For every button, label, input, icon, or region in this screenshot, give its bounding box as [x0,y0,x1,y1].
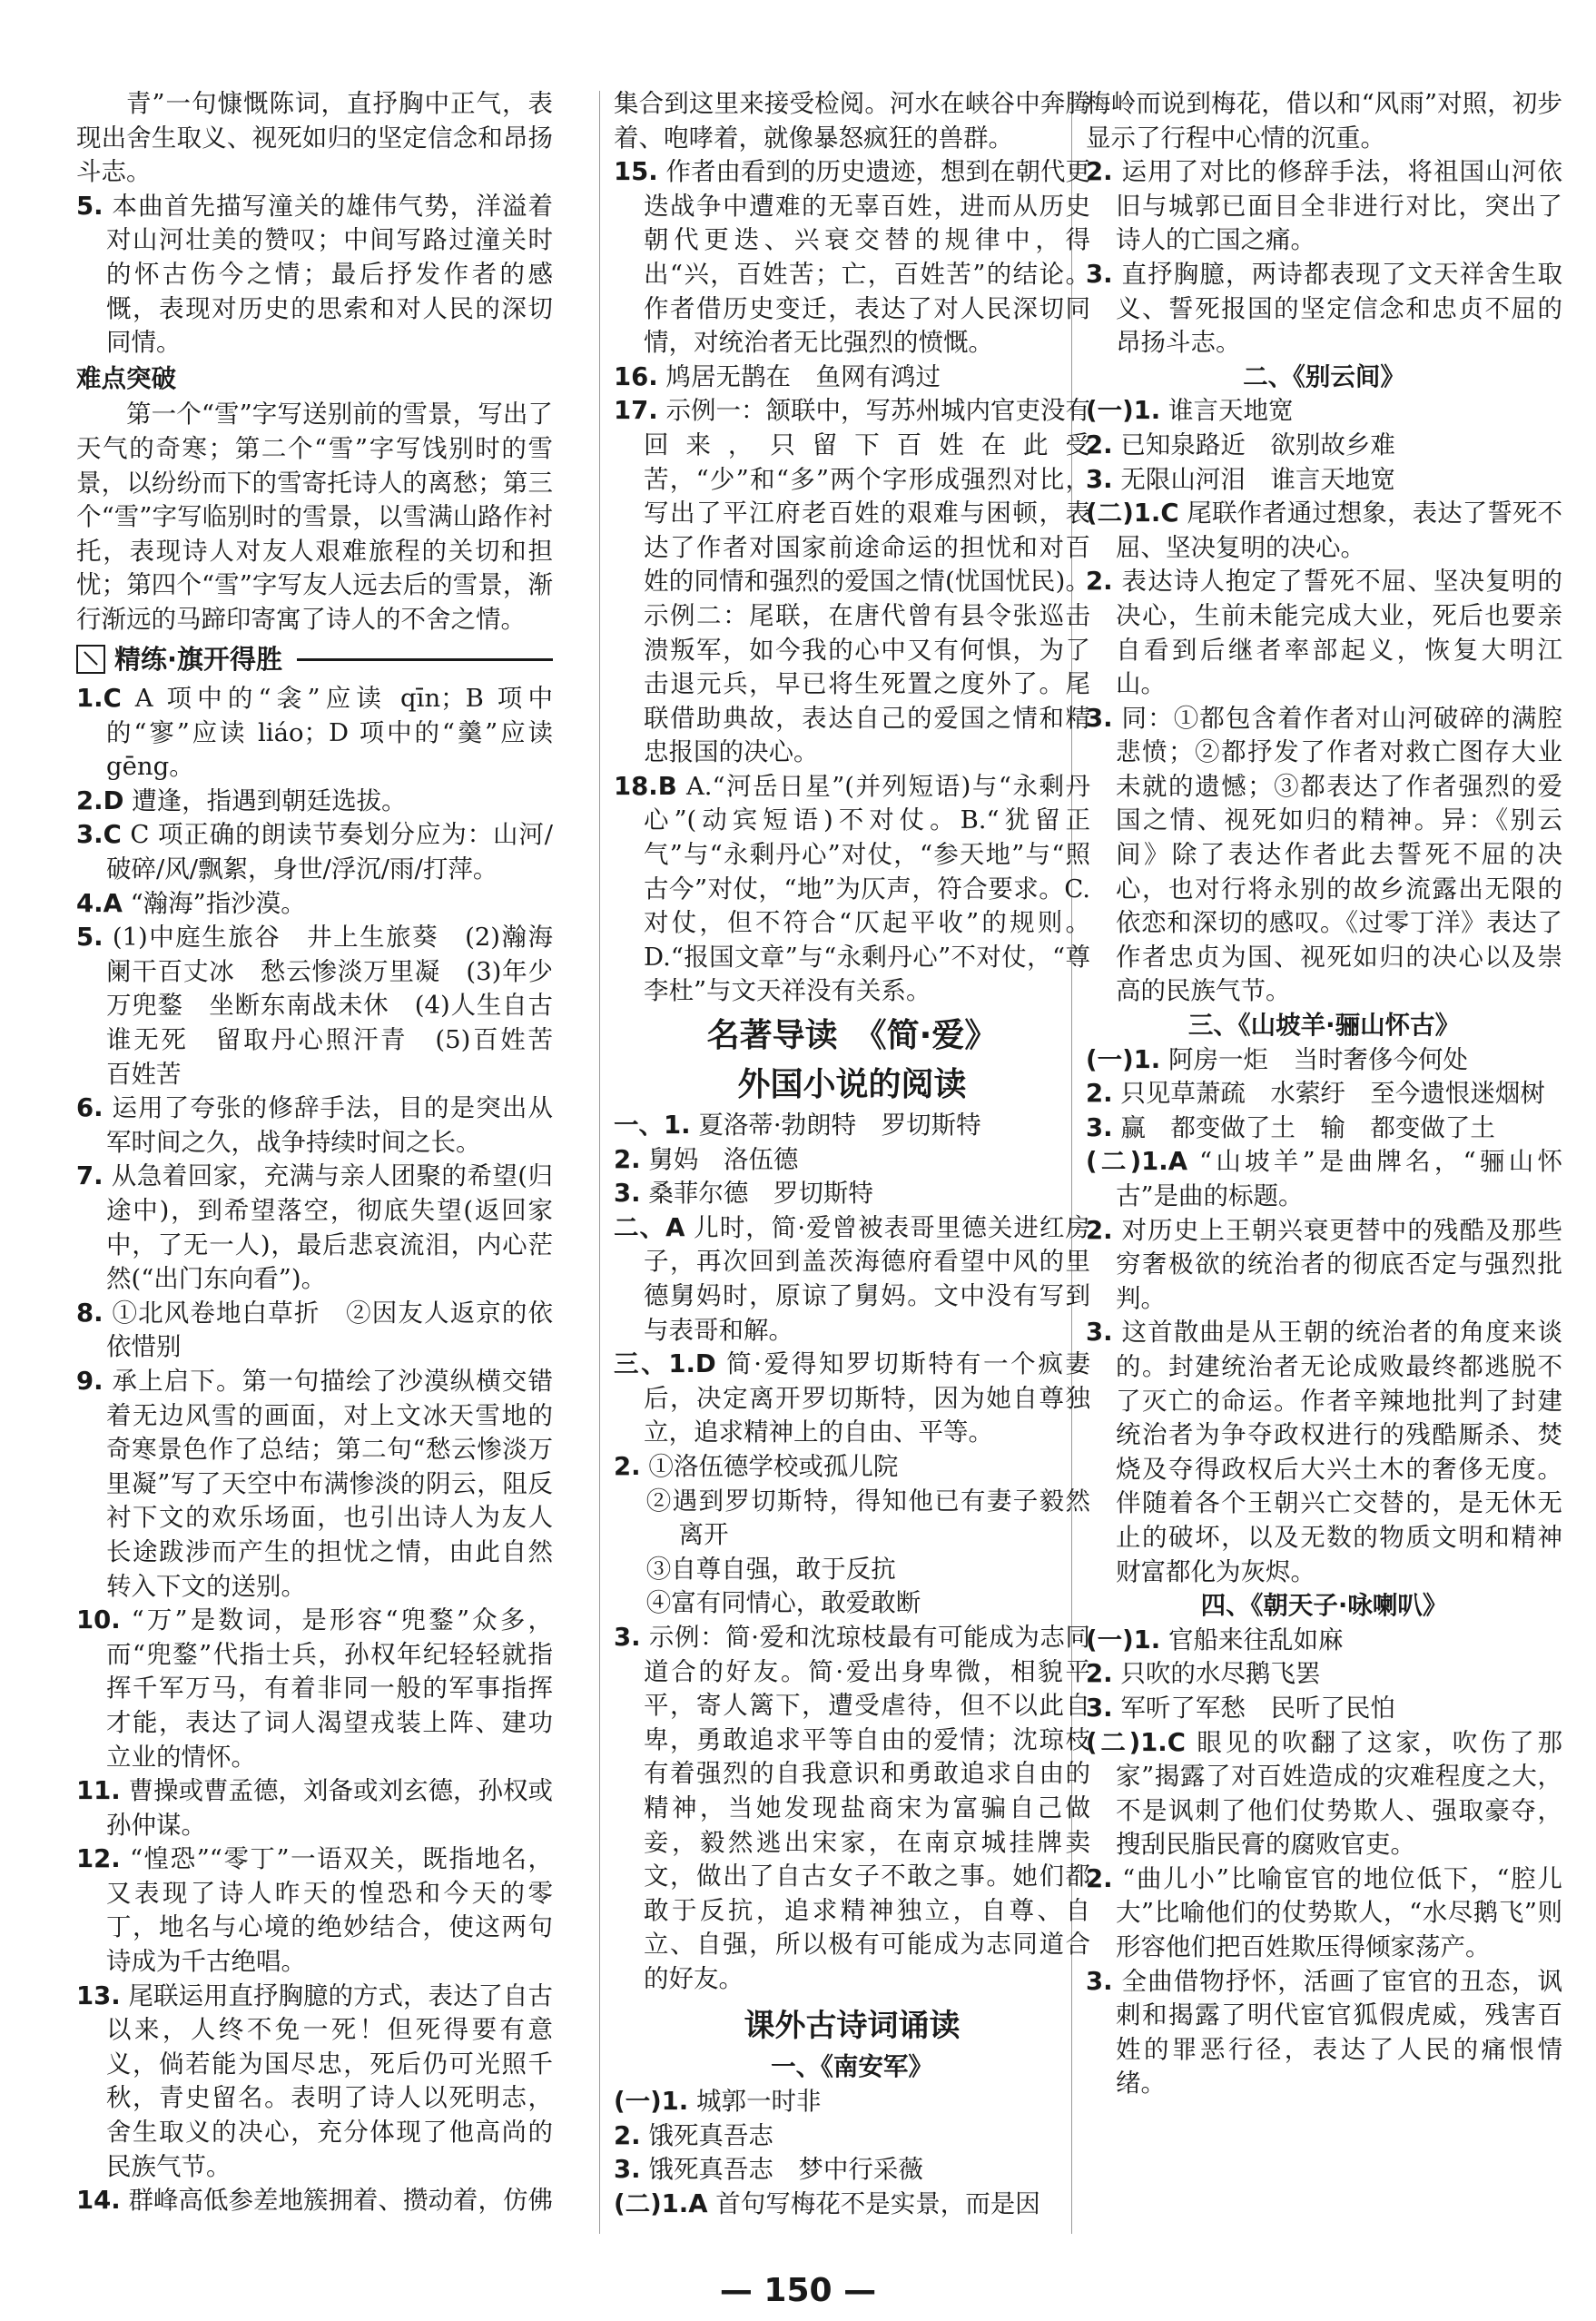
answer-item [614,2085,1090,2119]
answer-text: 表达诗人抱定了誓死不屈、坚决复明的决心，生前未能完成大业，死后也要亲自看到后继者率部起义，恢复大明江山。 [1112,567,1562,699]
answer-item [614,360,1090,395]
answer-item [1086,1692,1562,1726]
answer-number: 11. [76,1776,121,1806]
answer-number: 3. [1086,259,1113,289]
answer-text: 已知泉路近 欲别故乡难 [1112,430,1395,459]
answer-item [614,2119,1090,2154]
answer-item [76,887,553,922]
answer-text: 饿死真吾志 [640,2120,773,2150]
answer-item [1086,1862,1562,1965]
chapter-title: 外国小说的阅读 [737,1066,967,1104]
answer-item [76,682,553,785]
answer-item [1086,1657,1562,1692]
answer-item [1086,1145,1562,1213]
answer-number: 4.A [76,888,123,918]
answer-item [1086,394,1562,429]
answer-item [1086,1043,1562,1078]
answer-text: A.“河岳日星”(并列短语)与“永剩丹心”(动宾短语)不对仗。B.“犹留正气”与“永剩丹心”对仗，“参天地”与“照古今”对仗，“地”为仄声，符合要求。C.对仗，但不符合“仄起平收”的规则。D.“报国文章”与“永剩丹心”不对仗，“尊李杜”与文天祥没有关系。 [644,771,1090,1006]
answer-number: (二)1.C [1086,499,1179,528]
answer-item [1086,565,1562,701]
answer-number: 3. [1086,1112,1113,1142]
paragraph: 集合到这里来接受检阅。河水在峡谷中奔腾着、咆哮着，就像暴怒疯狂的兽群。 [614,89,1090,153]
answer-text: 作者由看到的历史遗迹，想到在朝代更迭战争中遭难的无辜百姓，进而从历史朝代更迭、兴衰交替的规律中，得出“兴，百姓苦；亡，百姓苦”的结论。作者借历史变迁，表达了对人民深切同情，对统治者无比强烈的愤慨。 [644,157,1090,358]
answer-item [76,1842,553,1979]
answer-item [1086,497,1562,565]
answer-item [76,785,553,819]
answer-text: (1)中庭生旅谷 井上生旅葵 (2)瀚海阑干百丈冰 愁云惨淡万里凝 (3)年少万兜鍪 坐断东南战未休 (4)人生自古谁无死 留取丹心照汗青 (5)百姓苦 百姓苦 [103,923,578,1089]
answer-item [614,1177,1090,1211]
answer-item [76,190,553,360]
answer-item [76,1091,553,1160]
answer-text: 运用了夸张的修辞手法，目的是突出从军时间之久，战争持续时间之长。 [103,1093,553,1157]
answer-number: 3.C [76,820,122,850]
poem-heading: 一、《南安军》 [771,2052,933,2082]
answer-number: 2.D [76,785,124,815]
answer-item [76,1160,553,1296]
answer-item [76,1297,553,1365]
chapter-title: 名著导读 《简·爱》 [706,1017,998,1055]
answer-text: 从急着回家，充满与亲人团聚的希望(归途中)，到希望落空，彻底失望(返回家中，了无一人)，最后悲哀流泪，内心茫然(“出门东向看”)。 [103,1161,553,1294]
answer-item [1086,1726,1562,1862]
column-right [1086,87,1562,2101]
pencil-check-icon [76,645,105,674]
answer-number: 3. [614,1622,641,1652]
answer-number: 2. [1086,567,1113,597]
answer-text: 只吹的水尽鹅飞罢 [1112,1659,1321,1689]
answer-number: 3. [1086,703,1113,733]
column-divider [599,91,600,2234]
answer-item [614,394,1090,770]
paragraph: 梅岭而说到梅花，借以和“风雨”对照，初步显示了行程中心情的沉重。 [1086,89,1562,153]
answer-text: “曲儿小”比喻宦官的地位低下，“腔儿大”比喻他们的仗势欺人，“水尽鹅飞”则形容他们把百姓欺压得倾家荡产。 [1112,1863,1562,1962]
answer-number: 3. [614,2155,641,2185]
answer-item [76,1604,553,1774]
answer-subitem: ④富有同情心，敢爱敢断 [645,1588,921,1618]
answer-number: 2. [614,1451,641,1481]
answer-number: 12. [76,1844,121,1874]
answer-text: 鸠居无鹊在 鱼网有鸿过 [657,361,941,391]
poem-heading: 三、《山坡羊·骊山怀古》 [1187,1011,1461,1041]
chapter-title: 课外古诗词诵读 [744,2008,961,2045]
answer-number: 三、1.D [614,1349,716,1379]
answer-number: 17. [614,396,658,426]
answer-text: ①洛伍德学校或孤儿院 [640,1451,899,1481]
answer-item [614,1621,1090,1997]
answer-text: 无限山河泪 谁言天地宽 [1112,464,1395,494]
page-number: — 150 — [719,2272,877,2309]
answer-number: 2. [1086,157,1113,187]
answer-number: 18.B [614,771,677,801]
answer-text: C 项正确的朗读节奏划分应为：山河/破碎/风/飘絮，身世/浮沉/雨/打萍。 [106,820,553,884]
answer-number: 6. [76,1093,103,1123]
answer-item [614,1450,1090,1485]
answer-text: 同：①都包含着作者对山河破碎的满腔悲愤；②都抒发了作者对救亡图存大业未就的遗憾；③都表达了作者强烈的爱国之情、视死如归的精神。异：《别云间》除了表达作者此去誓死不屈的决心，也对行将永别的故乡流露出无限的依恋和深切的感叹。《过零丁洋》表达了作者忠贞为国、视死如归的决心以及崇高的民族气节。 [1112,703,1562,1006]
answer-item [614,1211,1090,1348]
answer-text: 赢 都变做了土 输 都变做了土 [1112,1112,1495,1142]
answer-number: 16. [614,361,658,391]
paragraph: 第一个“雪”字写送别前的雪景，写出了天气的奇寒；第二个“雪”字写饯别时的雪景，以纷纷而下的雪寄托诗人的离愁；第三个“雪”字写临别时的雪景，以雪满山路作衬托，表现诗人对友人艰难旅程的关切和担忧；第四个“雪”字写友人远去后的雪景，渐行渐远的马蹄印寄寓了诗人的不舍之情。 [76,400,553,634]
answer-number: 15. [614,157,658,187]
answer-text: 示例：简·爱和沈琼枝最有可能成为志同道合的好友。简·爱出身卑微，相貌平平，寄人篱下，遭受虐待，但不以此自卑，勇敢追求平等自由的爱情；沈琼枝有着强烈的自我意识和勇敢追求自由的精神，当她发现盐商宋为富骗自己做妾，毅然逃出宋家，在南京城挂牌卖文，做出了自古女子不敢之事。她们都敢于反抗，追求精神独立，自尊、自立、自强，所以极有可能成为志同道合的好友。 [640,1622,1090,1993]
answer-number: (一)1. [614,2087,689,2117]
answer-text: 眼见的吹翻了这家，吹伤了那家”揭露了对百姓造成的灾难程度之大，不是讽刺了他们仗势欺人、强取豪夺，搜刮民脂民膏的腐败官吏。 [1116,1727,1562,1860]
section-banner-rule [297,658,553,661]
paragraph: 青”一句慷慨陈词，直抒胸中正气，表现出舍生取义、视死如归的坚定信念和昂扬斗志。 [76,89,553,187]
answer-text: 尾联运用直抒胸臆的方式，表达了自古以来，人终不免一死！但死得要有意义，倘若能为国尽忠，死后仍可光照千秋，青史留名。表明了诗人以死明志，舍生取义的决心，充分体现了他高尚的民族气节。 [106,1980,553,2181]
answer-item [76,818,553,886]
answer-item [76,1365,553,1604]
answer-number: 8. [76,1298,103,1328]
answer-number: 3. [1086,464,1113,494]
answer-text: 尾联作者通过想象，表达了誓死不屈、坚决复明的决心。 [1116,499,1562,562]
answer-item [76,1774,553,1842]
answer-item [1086,1077,1562,1111]
answer-text: “山坡羊”是曲牌名，“骊山怀古”是曲的标题。 [1116,1147,1562,1210]
answer-item [614,1109,1090,1143]
answer-number: 2. [1086,1863,1113,1893]
answer-number: 3. [1086,1318,1113,1348]
answer-text: 示例一：颔联中，写苏州城内官吏没有回来，只留下百姓在此受苦，“少”和“多”两个字形成强烈对比，写出了平江府老百姓的艰难与困顿，表达了作者对国家前途命运的担忧和对百姓的同情和强烈的爱国之情(忧国忧民)。示例二：尾联，在唐代曾有县令张巡击溃叛军，如今我的心中又有何惧，为了击退元兵，早已将生死置之度外了。尾联借助典故，表达自己的爱国之情和精忠报国的决心。 [644,396,1090,767]
answer-text: “惶恐”“零丁”一语双关，既指地名，又表现了诗人昨天的惶恐和今天的零丁，地名与心境的绝妙结合，使这两句诗成为千古绝唱。 [106,1844,553,1977]
answer-text: 官船来往乱如麻 [1160,1625,1344,1654]
answer-number: (二)1.A [614,2188,708,2218]
answer-text: 饿死真吾志 梦中行采薇 [640,2155,923,2185]
answer-number: 2. [614,2120,641,2150]
answer-number: 14. [76,2186,121,2216]
answer-text: 舅妈 洛伍德 [640,1144,799,1174]
answer-text: 简·爱得知罗切斯特有一个疯妻后，决定离开罗切斯特，因为她自尊独立，追求精神上的自由、平等。 [644,1349,1090,1447]
answer-item [614,1348,1090,1450]
answer-number: (二)1.A [1086,1147,1188,1177]
answer-text: 夏洛蒂·勃朗特 罗切斯特 [690,1111,981,1141]
answer-item [1086,1316,1562,1589]
answer-number: (一)1. [1086,1044,1161,1074]
answer-text: 城郭一时非 [688,2087,822,2117]
answer-number: 1.C [76,684,122,714]
answer-text: 全曲借物抒怀，活画了宦官的丑态，讽刺和揭露了明代宦官狐假虎威，残害百姓的罪恶行径，表达了人民的痛恨情绪。 [1112,1966,1562,2099]
answer-item [614,155,1090,360]
answer-text: 承上启下。第一句描绘了沙漠纵横交错着无边风雪的画面，对上文冰天雪地的奇寒景色作了总结；第二句“愁云惨淡万里凝”写了天空中布满惨淡的阴云，阻反衬下文的欢乐场面，也引出诗人为友人长途跋涉而产生的担忧之情，由此自然转入下文的送别。 [103,1366,553,1601]
answer-subitem: ③自尊自强，敢于反抗 [645,1554,896,1584]
answer-item [614,2188,1090,2222]
answer-number: (一)1. [1086,396,1161,426]
answer-text: 直抒胸臆，两诗都表现了文天祥舍生取义、誓死报国的坚定信念和忠贞不屈的昂扬斗志。 [1112,259,1562,358]
answer-item [76,2184,553,2218]
answer-number: 3. [1086,1966,1113,1996]
answer-text: “瀚海”指沙漠。 [122,888,306,918]
answer-number: 3. [1086,1693,1113,1723]
answer-number: 一、1. [614,1111,691,1141]
answer-text: 只见草萧疏 水萦纡 至今遗恨迷烟树 [1112,1079,1545,1109]
poem-heading: 二、《别云间》 [1243,361,1405,391]
answer-number: 2. [1086,1659,1113,1689]
answer-item [1086,702,1562,1009]
answer-number: 13. [76,1980,121,2010]
answer-text: 本曲首先描写潼关的雄伟气势，洋溢着对山河壮美的赞叹；中间写路过潼关时的怀古伤今之情；最后抒发作者的感慨，表现对历史的思索和对人民的深切同情。 [103,191,553,358]
answer-number: 二、A [614,1212,685,1242]
column-left [76,87,578,2218]
answer-item [1086,1965,1562,2101]
answer-number: 2. [1086,1215,1113,1245]
answer-item [1086,1624,1562,1658]
answer-item [1086,1111,1562,1146]
answer-number: 2. [614,1144,641,1174]
poem-heading: 四、《朝天子·咏喇叭》 [1200,1591,1448,1621]
section-banner-title: 精练·旗开得胜 [114,643,283,675]
answer-text: 运用了对比的修辞手法，将祖国山河依旧与城郭已面目全非进行对比，突出了诗人的亡国之痛。 [1112,157,1562,255]
answer-item [1086,429,1562,463]
answer-text: 阿房一炬 当时奢侈今何处 [1160,1044,1468,1074]
answer-item [1086,463,1562,498]
answer-number: 7. [76,1161,103,1191]
answer-text: 群峰高低参差地簇拥着、攒动着，仿佛 [120,2186,553,2216]
answer-number: 5. [76,923,103,953]
answer-number: (二)1.C [1086,1727,1186,1757]
answer-number: 2. [1086,1079,1113,1109]
answer-text: 谁言天地宽 [1160,396,1294,426]
section-banner [76,643,553,677]
section-heading: 难点突破 [76,363,176,393]
column-middle [614,87,1090,2221]
answer-item [76,921,578,1091]
answer-number: 10. [76,1605,121,1635]
answer-item [76,1980,553,2185]
answer-item [614,770,1090,1009]
answer-item [1086,1214,1562,1317]
answer-text: ①北风卷地白草折 ②因友人返京的依依惜别 [103,1298,553,1362]
answer-item [1086,258,1562,360]
answer-item [614,1143,1090,1178]
answer-text: 曹操或曹孟德，刘备或刘玄德，孙权或孙仲谋。 [106,1776,553,1840]
answer-item [1086,155,1562,258]
answer-number: 2. [1086,430,1113,459]
answer-number: 5. [76,191,103,221]
answer-text: 这首散曲是从王朝的统治者的角度来谈的。封建统治者无论成败最终都逃脱不了灭亡的命运。作者辛辣地批判了封建统治者为争夺政权进行的残酷厮杀、焚烧及夺得政权后大兴土木的奢侈无度。伴随着各个王朝兴亡交替的，是无休无止的破坏，以及无数的物质文明和精神财富都化为灰烬。 [1112,1318,1562,1586]
answer-text: 军听了军愁 民听了民怕 [1112,1693,1395,1723]
answer-number: 3. [614,1179,641,1209]
answer-text: 桑菲尔德 罗切斯特 [640,1179,873,1209]
answer-item [614,2153,1090,2188]
answer-text: 儿时，简·爱曾被表哥里德关进红房子，再次回到盖茨海德府看望中风的里德舅妈时，原谅了舅妈。文中没有写到与表哥和解。 [644,1212,1090,1345]
answer-number: (一)1. [1086,1625,1161,1654]
answer-text: 遭逢，指遇到朝廷选拔。 [123,785,407,815]
answer-text: 首句写梅花不是实景，而是因 [707,2188,1040,2218]
answer-number: 9. [76,1366,103,1396]
answer-text: A 项中的“衾”应读 qīn；B 项中的“寥”应读 liáo；D 项中的“羹”应读 gēng。 [106,684,553,782]
answer-text: 对历史上王朝兴衰更替中的残酷及那些穷奢极欲的统治者的彻底否定与强烈批判。 [1112,1215,1562,1313]
answer-subitem: ②遇到罗切斯特，得知他已有妻子毅然离开 [645,1486,1090,1550]
answer-text: “万”是数词，是形容“兜鍪”众多，而“兜鍪”代指士兵，孙权年纪轻轻就指挥千军万马，有着非同一般的军事指挥才能，表达了词人渴望戎装上阵、建功立业的情怀。 [106,1605,553,1772]
